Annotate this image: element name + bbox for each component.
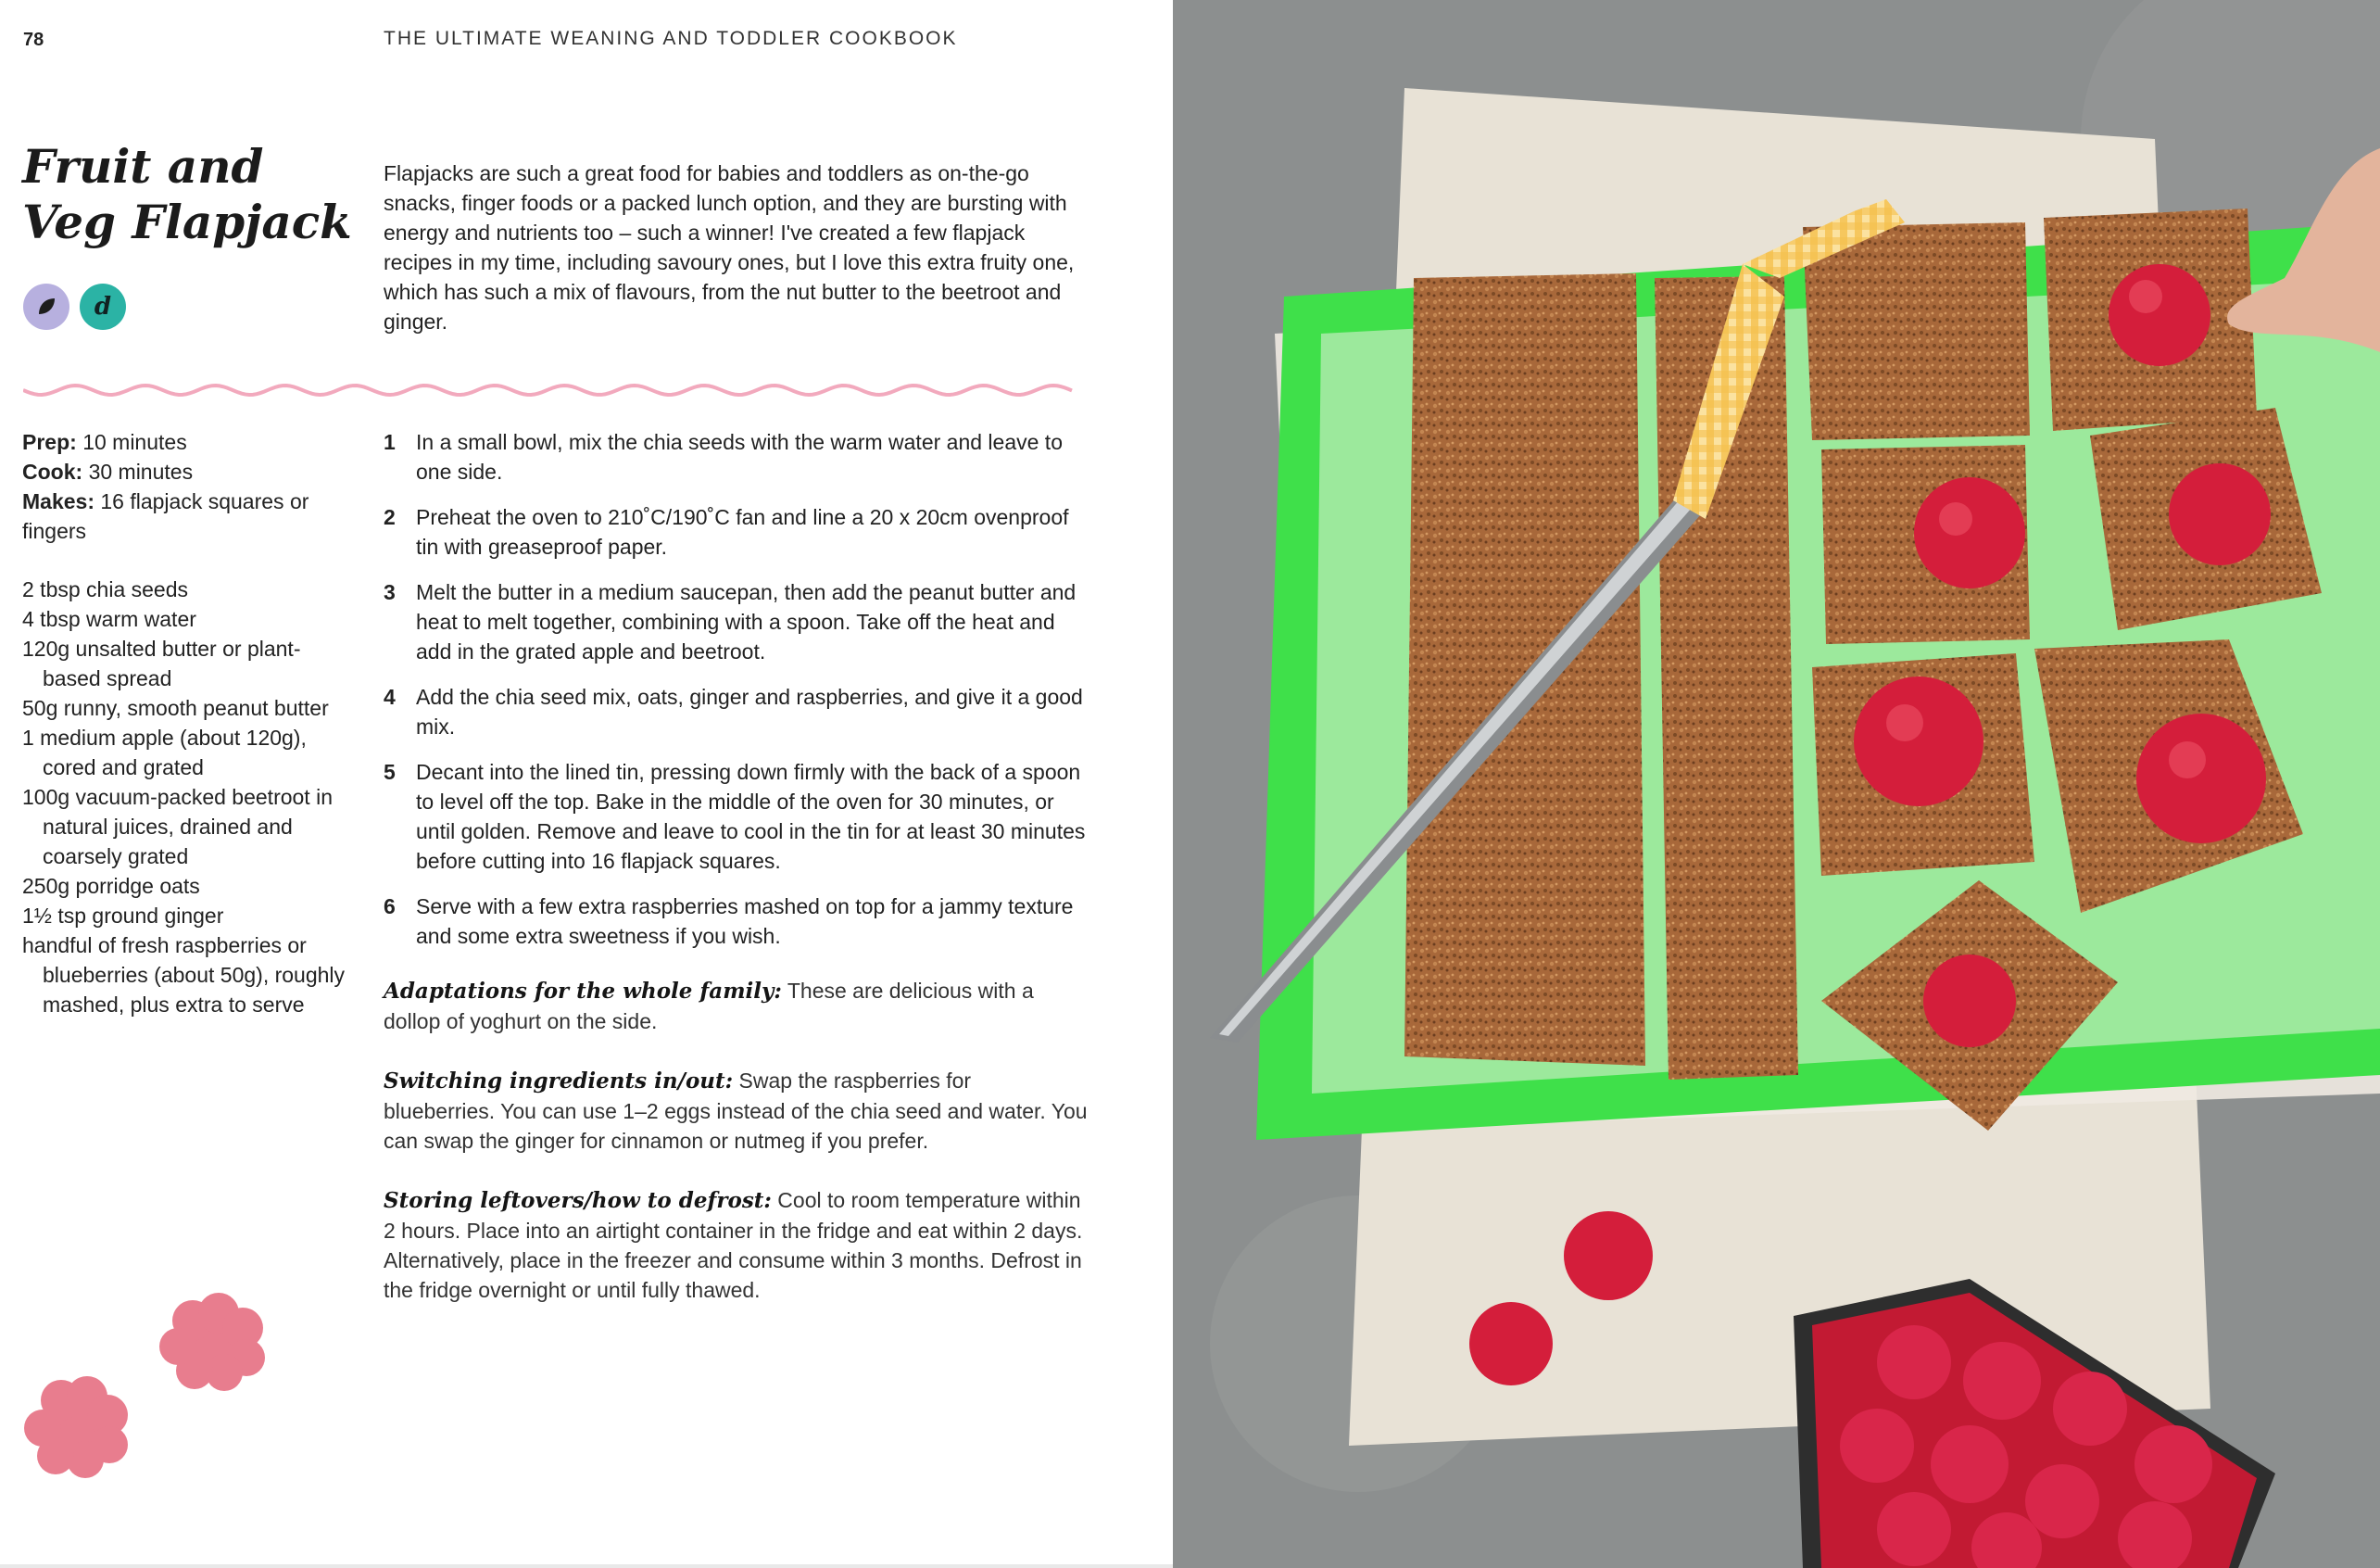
ingredient-item: 1½ tsp ground ginger [22, 904, 224, 928]
recipe-meta [22, 427, 356, 546]
note-text: Swap the raspberries for blueberries. You can use 1–2 eggs instead of the chia seed and water. You can swap the ginger for cinnamon or nutmeg if you prefer. [384, 1069, 1088, 1153]
page-bottom-rule [0, 1564, 1173, 1568]
ingredient-item: 2 tbsp chia seeds [22, 577, 189, 601]
makes [22, 487, 356, 546]
ingredient-item: 50g runny, smooth peanut butter [22, 696, 329, 720]
ingredient-item: 1 medium apple (about 120g), cored and grated [22, 726, 307, 779]
note-text: These are delicious with a dollop of yoghurt on the side. [384, 979, 1034, 1033]
ingredient-item: 100g vacuum-packed beetroot in natural juices, drained and coarsely grated [22, 785, 333, 868]
note-heading: Switching ingredients in/out: [384, 1069, 734, 1094]
method-step [384, 891, 1088, 951]
dairy-free-badge [80, 284, 126, 330]
note-text: Cool to room temperature within 2 hours. Place into an airtight container in the fridge and eat within 2 days. Alternatively, place in the freezer and consume within 3 months. Defrost in the fridge overnight or until fully thawed. [384, 1188, 1083, 1302]
method-steps [384, 427, 1088, 967]
leaf-icon [34, 295, 58, 319]
note-adaptations [384, 976, 1088, 1036]
ingredient-item: 250g porridge oats [22, 874, 200, 898]
step-number: 6 [384, 894, 396, 918]
note-switching [384, 1066, 1088, 1156]
cook-value: 30 minutes [88, 460, 194, 484]
step-number: 3 [384, 580, 396, 604]
method-step [384, 427, 1088, 487]
flapjack-photo [1173, 0, 2380, 1568]
note-heading: Adaptations for the whole family: [384, 979, 782, 1004]
recipe-intro: Flapjacks are such a great food for babies and toddlers as on-the-go snacks, finger foods or a packed lunch option, and they are bursting with energy and nutrients too – such a winner! I've created a few flapjack recipes in my time, including savoury ones, but I love this extra fruity one, which has such a mix of flavours, from the nut butter to the beetroot and ginger. [384, 161, 1075, 334]
running-head: THE ULTIMATE WEANING AND TODDLER COOKBOOK [384, 28, 958, 49]
note-heading: Storing leftovers/how to defrost: [384, 1188, 772, 1213]
prep-label: Prep: [22, 430, 77, 454]
dairy-free-icon: d [94, 293, 112, 321]
step-number: 5 [384, 760, 396, 784]
makes-value: 16 flapjack squares or fingers [22, 489, 309, 543]
ingredients-list [22, 575, 356, 1019]
right-page-photo [1173, 0, 2380, 1568]
step-number: 1 [384, 430, 396, 454]
prep-time [22, 427, 356, 457]
raspberry-blob-decoration [157, 1293, 269, 1393]
leaf-badge [23, 284, 69, 330]
step-text: Decant into the lined tin, pressing down firmly with the back of a spoon to level off the top. Bake in the middle of the oven for 30 minutes, or until golden. Remove and leave to cool in the tin for at least 30 minutes before cutting into 16 flapjack squares. [416, 760, 1086, 873]
page-number: 78 [23, 30, 44, 50]
ingredient-item: 120g unsalted butter or plant-based spread [22, 637, 301, 690]
step-text: Serve with a few extra raspberries mashed on top for a jammy texture and some extra sweetness if you wish. [416, 894, 1074, 948]
recipe-title: Fruit and Veg Flapjack [22, 139, 352, 249]
step-number: 4 [384, 685, 396, 709]
step-text: In a small bowl, mix the chia seeds with the warm water and leave to one side. [416, 430, 1063, 484]
method-step [384, 682, 1088, 741]
step-text: Preheat the oven to 210˚C/190˚C fan and line a 20 x 20cm ovenproof tin with greaseproof paper. [416, 505, 1069, 559]
step-number: 2 [384, 505, 396, 529]
step-text: Melt the butter in a medium saucepan, then add the peanut butter and heat to melt together, combining with a spoon. Take off the heat and add in the grated apple and beetroot. [416, 580, 1077, 664]
method-step [384, 577, 1088, 666]
cook-label: Cook: [22, 460, 83, 484]
ingredient-item: handful of fresh raspberries or blueberries (about 50g), roughly mashed, plus extra to serve [22, 933, 346, 1017]
method-step [384, 502, 1088, 562]
method-step [384, 757, 1088, 876]
wavy-divider [23, 376, 1074, 404]
makes-label: Makes: [22, 489, 94, 513]
ingredient-item: 4 tbsp warm water [22, 607, 196, 631]
step-text: Add the chia seed mix, oats, ginger and raspberries, and give it a good mix. [416, 685, 1083, 739]
raspberry-blob-decoration [24, 1374, 133, 1478]
left-page [0, 0, 1173, 1568]
note-storing [384, 1185, 1088, 1305]
cook-time [22, 457, 356, 487]
prep-value: 10 minutes [82, 430, 187, 454]
